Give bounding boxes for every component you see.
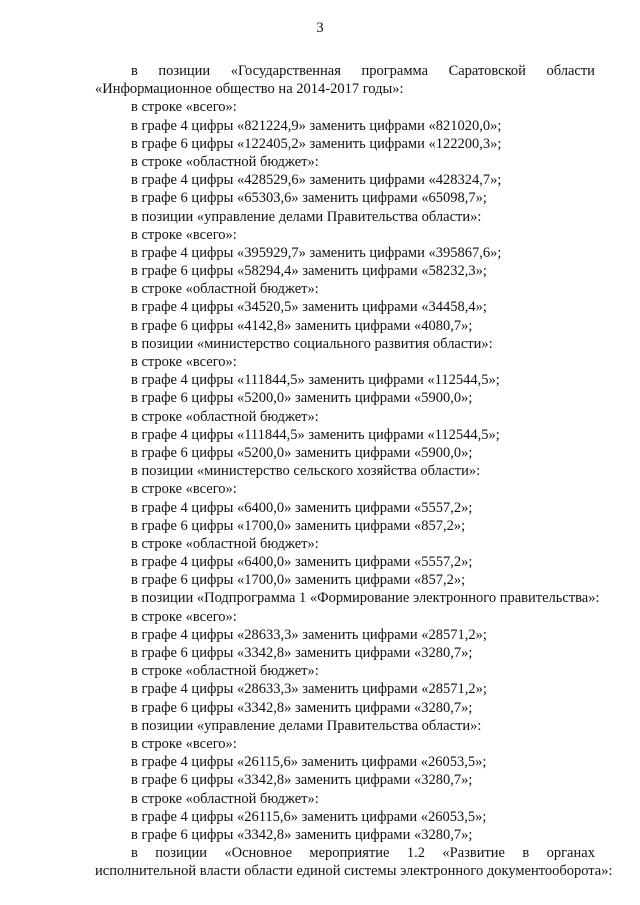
amendment-line: в строке «областной бюджет»: bbox=[131, 408, 319, 425]
amendment-line: в графе 4 цифры «26115,6» заменить цифрами «26053,5»; bbox=[131, 808, 487, 825]
word: органах bbox=[546, 845, 595, 862]
amendment-line: в графе 4 цифры «111844,5» заменить цифрами «112544,5»; bbox=[131, 426, 500, 443]
amendment-line: в позиции «министерство социального развития области»: bbox=[131, 335, 493, 352]
amendment-line: в позиции «управление делами Правительства области»: bbox=[131, 717, 482, 734]
paragraph-first-line bbox=[95, 62, 595, 80]
amendment-line: в графе 4 цифры «34520,5» заменить цифрами «34458,4»; bbox=[131, 299, 487, 316]
amendment-line: в графе 6 цифры «3342,8» заменить цифрами «3280,7»; bbox=[131, 645, 473, 661]
amendment-line: в строке «всего»: bbox=[131, 226, 237, 243]
amendment-line: в строке «областной бюджет»: bbox=[131, 535, 319, 552]
amendment-line: в графе 4 цифры «428529,6» заменить цифрами «428324,7»; bbox=[131, 172, 502, 189]
amendment-line: в графе 4 цифры «26115,6» заменить цифрами «26053,5»; bbox=[131, 754, 487, 771]
amendment-line: в графе 6 цифры «4142,8» заменить цифрами «4080,7»; bbox=[131, 317, 473, 334]
word: «Основное bbox=[224, 845, 293, 862]
word: в bbox=[131, 63, 138, 79]
amendment-line: в позиции «министерство сельского хозяйства области»: bbox=[131, 463, 481, 480]
word: в bbox=[131, 845, 138, 862]
amendment-line: в графе 6 цифры «3342,8» заменить цифрами «3280,7»; bbox=[131, 772, 473, 789]
word: позиции bbox=[155, 845, 208, 862]
word: «Государственная bbox=[230, 63, 341, 79]
amendment-lines bbox=[95, 98, 600, 844]
amendment-line: в графе 6 цифры «1700,0» заменить цифрами «857,2»; bbox=[131, 572, 466, 589]
document-body bbox=[95, 62, 613, 880]
amendment-line: в строке «всего»: bbox=[131, 99, 237, 116]
amendment-line: в позиции «Подпрограмма 1 «Формирование электронного правительства»: bbox=[131, 590, 600, 607]
word: позиции bbox=[158, 63, 211, 79]
amendment-line: в графе 6 цифры «5200,0» заменить цифрами «5900,0»; bbox=[131, 444, 473, 461]
amendment-line: в графе 6 цифры «3342,8» заменить цифрами «3280,7»; bbox=[131, 826, 473, 843]
amendment-line: в строке «всего»: bbox=[131, 735, 237, 752]
amendment-line: в графе 4 цифры «111844,5» заменить цифрами «112544,5»; bbox=[131, 372, 500, 389]
amendment-line: в графе 4 цифры «6400,0» заменить цифрами «5557,2»; bbox=[131, 554, 473, 571]
amendment-line: в строке «всего»: bbox=[131, 481, 237, 498]
word: области bbox=[546, 63, 595, 79]
amendment-line: в графе 6 цифры «65303,6» заменить цифрами «65098,7»; bbox=[131, 190, 487, 207]
amendment-line: в графе 6 цифры «5200,0» заменить цифрами «5900,0»; bbox=[131, 390, 473, 407]
amendment-line: в строке «всего»: bbox=[131, 608, 237, 625]
word: Саратовской bbox=[448, 63, 526, 79]
word: мероприятие bbox=[309, 845, 390, 862]
amendment-line: в графе 6 цифры «58294,4» заменить цифрами «58232,3»; bbox=[131, 263, 487, 280]
amendment-line: в графе 6 цифры «3342,8» заменить цифрами «3280,7»; bbox=[131, 699, 473, 716]
amendment-line: в графе 6 цифры «1700,0» заменить цифрами «857,2»; bbox=[131, 517, 466, 534]
amendment-line: в строке «областной бюджет»: bbox=[131, 281, 319, 298]
amendment-line: в графе 4 цифры «395929,7» заменить цифрами «395867,6»; bbox=[131, 244, 502, 261]
page-number: 3 bbox=[316, 20, 324, 36]
amendment-line: в строке «областной бюджет»: bbox=[131, 790, 319, 807]
paragraph-first-line-continuation: «Информационное общество на 2014-2017 годы»: bbox=[95, 81, 404, 98]
amendment-line: в графе 4 цифры «821224,9» заменить цифрами «821020,0»; bbox=[131, 117, 502, 134]
amendment-line: в графе 4 цифры «28633,3» заменить цифрами «28571,2»; bbox=[131, 681, 487, 698]
paragraph-last-line-continuation: исполнительной власти области единой системы электронного документооборота»: bbox=[95, 863, 613, 880]
amendment-line: в строке «областной бюджет»: bbox=[131, 153, 319, 170]
amendment-line: в позиции «управление делами Правительства области»: bbox=[131, 208, 482, 225]
amendment-line: в строке «всего»: bbox=[131, 354, 237, 370]
amendment-line: в графе 6 цифры «122405,2» заменить цифрами «122200,3»; bbox=[131, 135, 502, 152]
paragraph-last-line bbox=[95, 844, 595, 862]
word: программа bbox=[361, 63, 429, 79]
word: в bbox=[522, 845, 530, 862]
amendment-line: в графе 4 цифры «6400,0» заменить цифрами «5557,2»; bbox=[131, 499, 473, 516]
amendment-line: в строке «областной бюджет»: bbox=[131, 663, 319, 680]
word: 1.2 bbox=[406, 845, 425, 862]
word: «Развитие bbox=[442, 845, 505, 862]
amendment-line: в графе 4 цифры «28633,3» заменить цифрами «28571,2»; bbox=[131, 626, 487, 643]
